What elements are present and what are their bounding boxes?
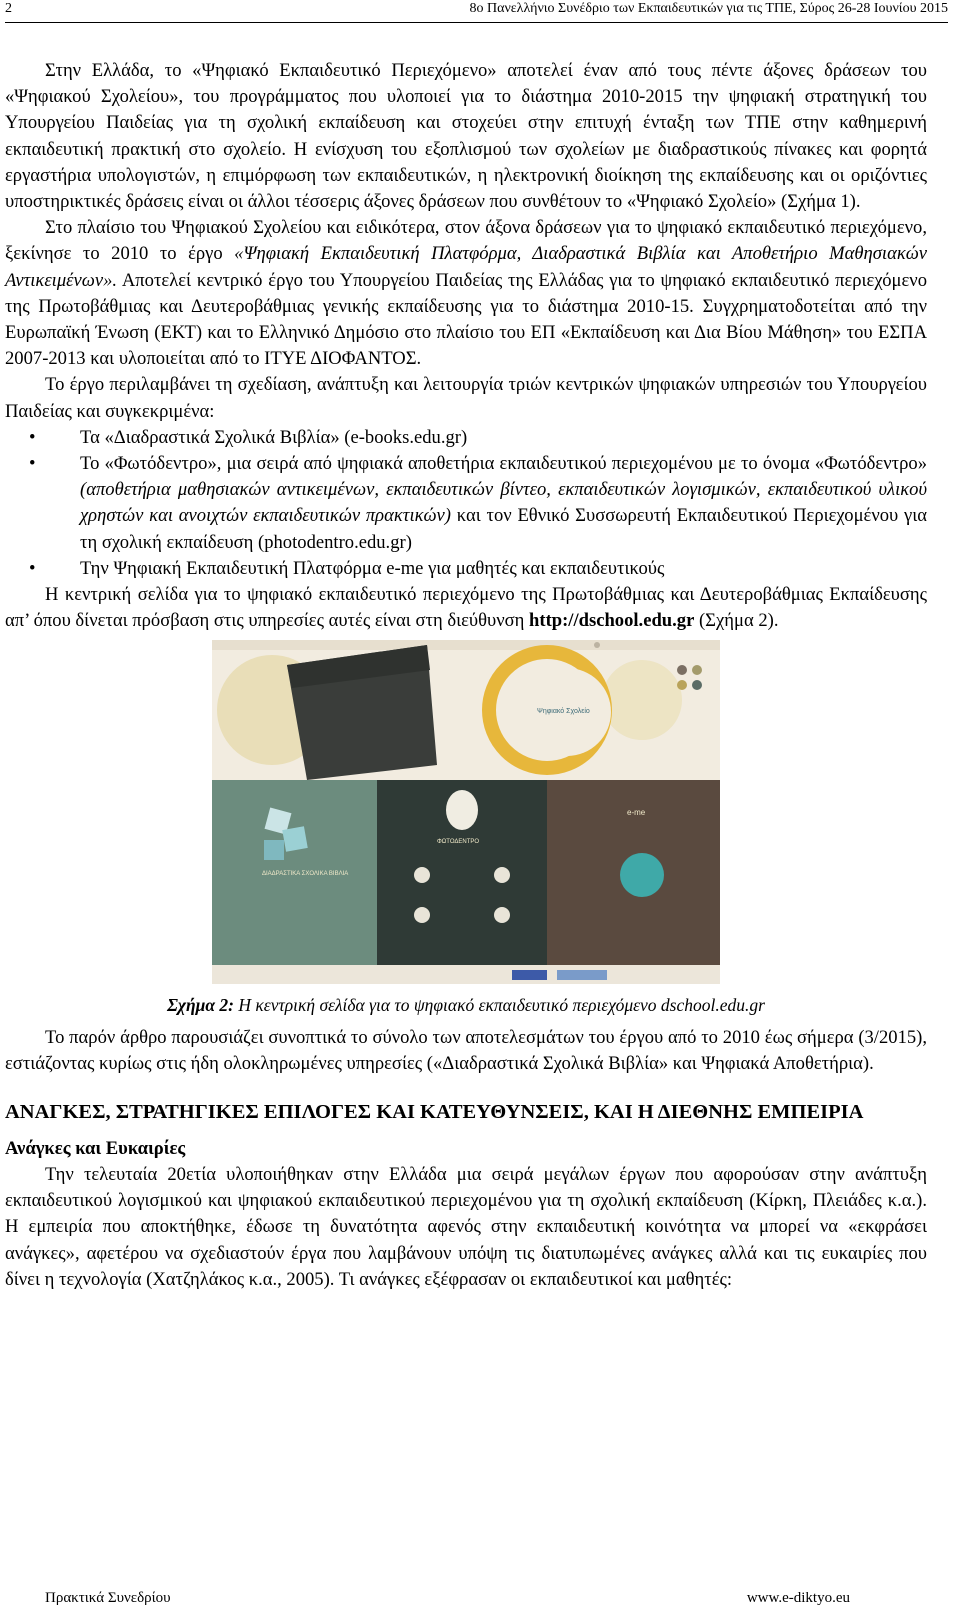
- paragraph-2-text-a: Στο πλαίσιο του Ψηφιακού Σχολείου και ειδικότερα, στον άξονα δράσεων για το ψηφιακό εκπαιδευτικό περιεχόμενο, ξεκίνησε το 2010 το έργο: [5, 217, 927, 265]
- figure-caption: [5, 992, 927, 1018]
- list-item: [5, 451, 927, 556]
- paragraph-4-text: Η κεντρική σελίδα για το ψηφιακό εκπαιδευτικό περιεχόμενο της Πρωτοβάθμιας και Δευτεροβάθμιας Εκπαίδευσης απ’ όπου δίνεται πρόσβαση στις υπηρεσίες αυτές είναι στη διεύθυνση: [5, 584, 927, 632]
- caption-label: Σχήμα 2:: [167, 995, 235, 1016]
- header-title: 8ο Πανελλήνιο Συνέδριο των Εκπαιδευτικών για τις ΤΠΕ, Σύρος 26-28 Ιουνίου 2015: [469, 1, 948, 16]
- running-header: [5, 0, 948, 23]
- col3-label: e-me: [627, 808, 646, 818]
- list-item-text: και τον Εθνικό Συσσωρευτή Εκπαιδευτικού Περιεχομένου για τη σχολική εκπαίδευση (photodentro.edu.gr): [80, 505, 927, 553]
- services-list: [5, 425, 927, 582]
- list-item: [5, 425, 927, 451]
- bullet-icon: •: [29, 557, 36, 579]
- list-item-text: Το «Φωτόδεντρο», μια σειρά από ψηφιακά αποθετήρια εκπαιδευτικού περιεχομένου με το όνομα «Φωτόδεντρο»: [80, 453, 927, 475]
- col2-label: ΦΩΤΟΔΕΝΤΡΟ: [437, 839, 480, 846]
- paragraph-2-text-b: Αποτελεί κεντρικό έργο του Υπουργείου Παιδείας της Ελλάδας για το ψηφιακό εκπαιδευτικό περιεχόμενο της Πρωτοβάθμιας και Δευτεροβάθμιας γενικής εκπαίδευσης για το διάστημα 2010-15. Συγχρηματοδοτείται από την Ευρωπαϊκή Ένωση (ΕΚΤ) και το Ελληνικό Δημόσιο στο πλαίσιο του ΕΠ «Εκπαίδευση και Δια Βίου Μάθηση» του ΕΣΠΑ 2007-2013 και υλοποιείται από το ΙΤΥΕ ΔΙΟΦΑΝΤΟΣ.: [5, 269, 927, 370]
- col1-label: ΔΙΑΔΡΑΣΤΙΚΑ ΣΧΟΛΙΚΑ ΒΙΒΛΙΑ: [262, 871, 349, 878]
- paragraph-6: Την τελευταία 20ετία υλοποιήθηκαν στην Ελλάδα μια σειρά μεγάλων έργων που αφορούσαν στην ανάπτυξη εκπαιδευτικού λογισμικού και ψηφιακού εκπαιδευτικού περιεχομένου για τη σχολική εκπαίδευση (Κίρκη, Πλειάδες κ.α.). Η εμπειρία που αποκτήθηκε, έδωσε τη δυνατότητα αφενός στην εκπαιδευτική κοινότητα να μπορεί να «εκφράσει ανάγκες», αφετέρου να σχεδιαστούν έργα που λαμβάνουν υπόψη τις διατυπωμένες ανάγκες αλλά και τις ευκαιρίες που δίνει η τεχνολογία (Χατζηλάκος κ.α., 2005). Τι ανάγκες εξέφρασαν οι εκπαιδευτικοί και μαθητές:: [5, 1164, 927, 1290]
- paragraph-1: Στην Ελλάδα, το «Ψηφιακό Εκπαιδευτικό Περιεχόμενο» αποτελεί έναν από τους πέντε άξονες δράσεων του «Ψηφιακού Σχολείου», του προγράμματος που υλοποιεί για το διάστημα 2010-2015 την ψηφιακή στρατηγική του Υπουργείου Παιδείας για τη σχολική εκπαίδευση και στοχεύει στην επιτυχή ένταξη των ΤΠΕ στην καθημερινή εκπαιδευτική πρακτική στο σχολείο. Η ενίσχυση του εξοπλισμού των σχολείων με διαδραστικούς πίνακες και φορητά εργαστήρια υπολογιστών, η επιμόρφωση των εκπαιδευτικών, η ηλεκτρονική διοίκηση της εκπαίδευσης και οι οριζόντιες υποστηρικτικές δράσεις είναι οι άλλοι τέσσερις άξονες δράσεων που συνθέτουν το «Ψηφιακό Σχολείο» (Σχήμα 1).: [5, 60, 927, 213]
- dschool-link[interactable]: http://dschool.edu.gr: [529, 610, 695, 632]
- footer-left: Πρακτικά Συνεδρίου: [45, 1590, 171, 1606]
- footer-right[interactable]: www.e-diktyo.eu: [746, 1590, 850, 1606]
- dschool-homepage-illustration: [212, 640, 720, 984]
- figure-screenshot: [212, 640, 720, 984]
- paragraph-5: Το παρόν άρθρο παρουσιάζει συνοπτικά το σύνολο των αποτελεσμάτων του έργου από το 2010 έως σήμερα (3/2015), εστιάζοντας κυρίως στις ήδη ολοκληρωμένες υπηρεσίες («Διαδραστικά Σχολικά Βιβλία» και Ψηφιακά Αποθετήρια).: [5, 1026, 927, 1074]
- list-item: [5, 556, 927, 582]
- section-heading: ΑΝΑΓΚΕΣ, ΣΤΡΑΤΗΓΙΚΕΣ ΕΠΙΛΟΓΕΣ ΚΑΙ ΚΑΤΕΥΘΥΝΣΕΙΣ, ΚΑΙ Η ΔΙΕΘΝΗΣ ΕΜΠΕΙΡΙΑ: [5, 1101, 864, 1124]
- paragraph-3: Το έργο περιλαμβάνει τη σχεδίαση, ανάπτυξη και λειτουργία τριών κεντρικών ψηφιακών υπηρεσιών του Υπουργείου Παιδείας και συγκεκριμένα:: [5, 374, 927, 422]
- bullet-icon: •: [29, 426, 36, 448]
- subsection-heading: Ανάγκες και Ευκαιρίες: [5, 1138, 186, 1160]
- bullet-icon: •: [29, 453, 36, 475]
- caption-text: Η κεντρική σελίδα για το ψηφιακό εκπαιδευτικό περιεχόμενο dschool.edu.gr: [234, 995, 765, 1016]
- project-title: «Ψηφιακή Εκπαιδευτική Πλατφόρμα, Διαδραστικά Βιβλία και Αποθετήριο Μαθησιακών Αντικειμένων».: [5, 243, 927, 291]
- article-body: [5, 58, 927, 1293]
- paragraph-4-ref: (Σχήμα 2).: [694, 610, 779, 632]
- paragraph-4: [5, 582, 927, 634]
- page-number: 2: [5, 1, 12, 16]
- list-item-italic: (αποθετήρια μαθησιακών αντικειμένων, εκπαιδευτικών βίντεο, εκπαιδευτικών λογισμικών, εκπαιδευτικού υλικού χρηστών και ανοιχτών εκπαιδευτικών πρακτικών): [80, 479, 927, 527]
- list-item-text: Τα «Διαδραστικά Σχολικά Βιβλία» (e-books.edu.gr): [80, 426, 468, 448]
- paragraph-2: [5, 215, 927, 372]
- list-item-text: Την Ψηφιακή Εκπαιδευτική Πλατφόρμα e-me για μαθητές και εκπαιδευτικούς: [80, 557, 665, 579]
- site-title-text: Ψηφιακό Σχολείο: [537, 708, 590, 716]
